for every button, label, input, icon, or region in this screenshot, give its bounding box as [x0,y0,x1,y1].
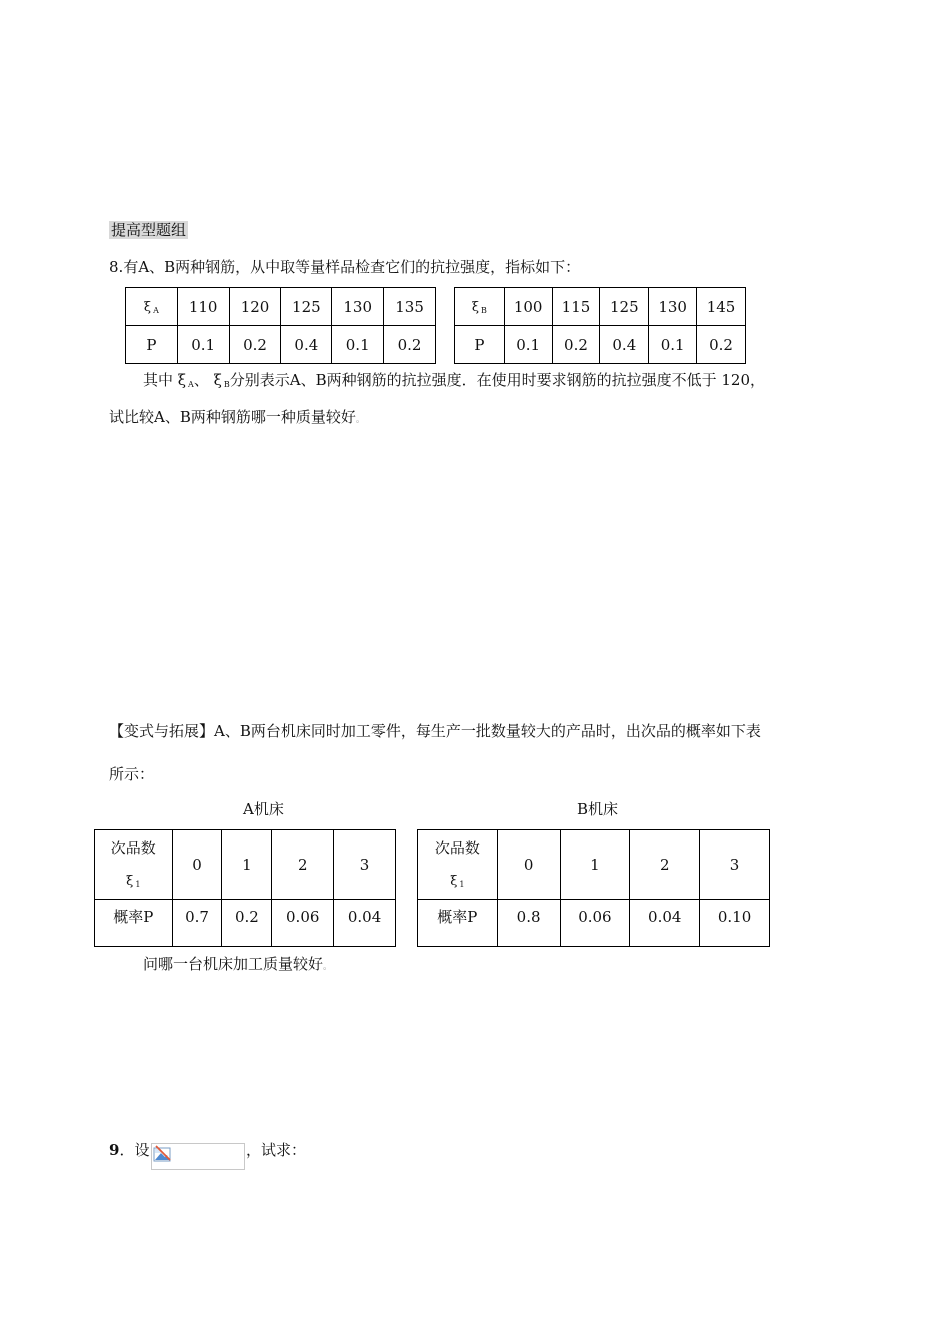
table-cell: 0.1 [177,326,229,364]
q8-number: 8. [109,258,124,276]
table-cell: 2 [630,830,700,900]
q8-table-a-value-row [126,288,436,326]
broken-image-placeholder [151,1143,245,1170]
table-cell: 0.7 [172,900,222,947]
caption-a: A机床 [243,800,284,818]
table-cell: 概率P [418,900,498,947]
q9-number: 9 [109,1141,120,1159]
table-cell: 100 [504,288,552,326]
table-cell: 0.2 [552,326,600,364]
q9-prefix: ．设 [119,1141,150,1159]
variant-line2: 所示： [109,765,155,783]
q8-stem [109,256,580,277]
q9-suffix: ，试求： [246,1141,307,1159]
broken-image-icon [153,1145,173,1163]
q8-table-a-prob-row [126,326,436,364]
section-label-text: 提高型题组 [111,221,187,239]
table-cell: 0.8 [497,900,560,947]
q8-table-b-prob-row [455,326,746,364]
table-cell: 0.4 [600,326,649,364]
q8-note-line2: 试比较A、B两种钢筋哪一种质量较好。 [109,408,365,426]
q8-stem-text: 有A、B两种钢筋，从中取等量样品检查它们的抗拉强度，指标如下： [123,258,581,276]
variant-line1: 【变式与拓展】A、B两台机床同时加工零件，每生产一批数量较大的产品时，出次品的概率如下表 [109,722,761,740]
q8-table-a-head: ξ $_A$ [126,288,178,326]
q9-line [109,1139,149,1160]
table-cell: 125 [281,288,332,326]
table-cell: 3 [700,830,770,900]
table-cell: 1 [222,830,272,900]
q8-table-b-value-row [455,288,746,326]
table-cell: 0.10 [700,900,770,947]
q8-note-line1: 其中 ξ $_A$、 ξ $_B$分别表示A、B两种钢筋的抗拉强度．在使用时要求钢筋的抗拉强度不低于 120， [143,371,765,389]
table-cell: 3 [334,830,396,900]
table-cell: P [455,326,505,364]
section-heading [109,219,188,240]
table-cell: 0.1 [649,326,697,364]
caption-b: B机床 [577,800,619,818]
table-cell: 0.1 [504,326,552,364]
table-cell: 0.4 [281,326,332,364]
table-cell: 130 [649,288,697,326]
variant-table-b-head: 次品数 ξ $_1$ [418,830,498,900]
table-cell: 0.04 [630,900,700,947]
table-cell: 115 [552,288,600,326]
table-cell: 0.2 [384,326,436,364]
table-cell: 2 [272,830,334,900]
q8-table-a [125,287,436,364]
table-cell: 0.1 [332,326,384,364]
table-cell: 0.2 [222,900,272,947]
table-cell: 145 [697,288,746,326]
table-cell: 0.04 [334,900,396,947]
q8-table-b [454,287,746,364]
table-cell: 130 [332,288,384,326]
table-cell: 0.2 [229,326,281,364]
table-cell: 120 [229,288,281,326]
table-cell: 125 [600,288,649,326]
variant-table-a-head: 次品数 ξ $_1$ [95,830,173,900]
variant-table-a [94,829,396,947]
table-cell: 0 [172,830,222,900]
table-cell: 135 [384,288,436,326]
table-cell: 0.06 [560,900,630,947]
table-cell: 1 [560,830,630,900]
variant-table-b-value-row [418,830,770,900]
table-cell: 110 [177,288,229,326]
table-cell: 0.06 [272,900,334,947]
variant-table-b [417,829,770,947]
table-cell: P [126,326,178,364]
table-cell: 0 [497,830,560,900]
variant-question: 问哪一台机床加工质量较好。 [143,955,333,973]
table-cell: 概率P [95,900,173,947]
table-cell: 0.2 [697,326,746,364]
variant-table-a-prob-row [95,900,396,947]
variant-table-a-value-row [95,830,396,900]
q8-table-b-head: ξ $_B$ [455,288,505,326]
variant-table-b-prob-row [418,900,770,947]
